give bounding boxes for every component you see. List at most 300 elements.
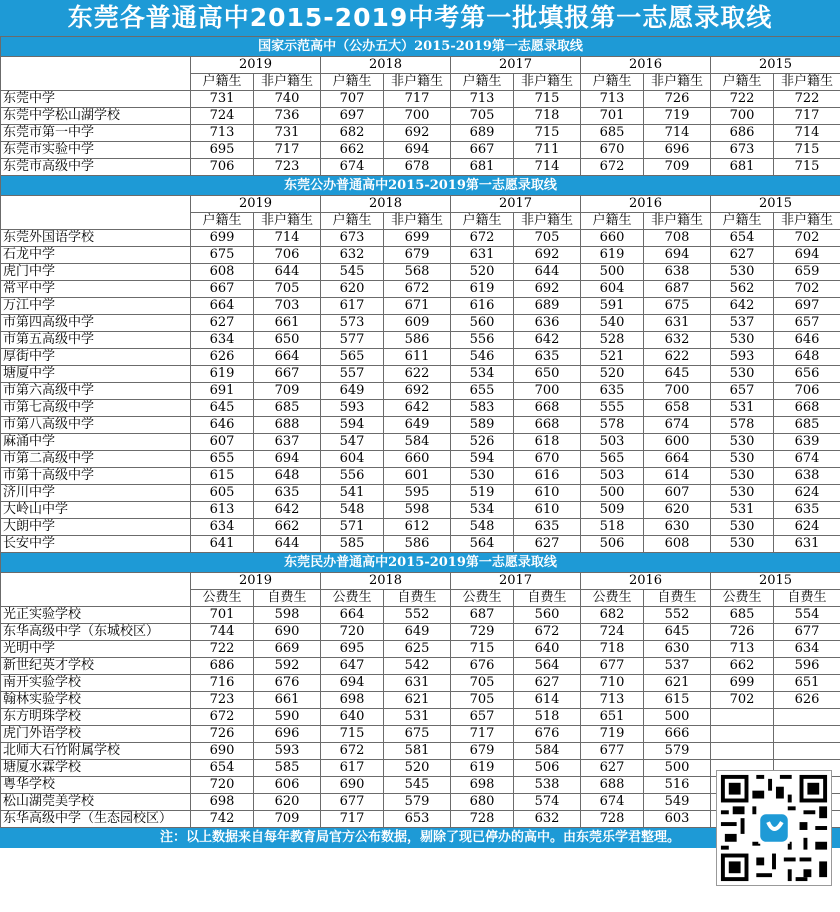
score-cell: 677 bbox=[581, 743, 644, 760]
score-cell: 713 bbox=[191, 125, 254, 142]
score-cell: 540 bbox=[581, 315, 644, 332]
score-cell: 520 bbox=[451, 264, 514, 281]
sub-header-b: 自费生 bbox=[644, 590, 711, 607]
score-cell: 674 bbox=[581, 794, 644, 811]
score-cell: 679 bbox=[451, 743, 514, 760]
score-cell: 654 bbox=[191, 760, 254, 777]
score-cell: 709 bbox=[644, 159, 711, 176]
score-cell: 614 bbox=[644, 468, 711, 485]
score-cell: 694 bbox=[254, 451, 321, 468]
score-cell: 530 bbox=[711, 332, 774, 349]
score-cell: 723 bbox=[191, 692, 254, 709]
score-cell: 606 bbox=[254, 777, 321, 794]
table-row bbox=[1, 777, 840, 794]
score-cell bbox=[774, 743, 840, 760]
table-row bbox=[1, 451, 840, 468]
score-cell: 648 bbox=[254, 468, 321, 485]
sub-header-a: 户籍生 bbox=[191, 213, 254, 230]
score-cell: 719 bbox=[581, 726, 644, 743]
score-cell: 500 bbox=[644, 709, 711, 726]
score-cell: 676 bbox=[451, 658, 514, 675]
school-name: 东华高级中学（东城校区） bbox=[1, 624, 191, 641]
score-cell: 598 bbox=[254, 607, 321, 624]
score-cell: 675 bbox=[644, 298, 711, 315]
score-cell: 516 bbox=[644, 777, 711, 794]
table-row bbox=[1, 315, 840, 332]
score-cell: 574 bbox=[514, 794, 581, 811]
score-cell: 624 bbox=[774, 519, 840, 536]
score-cell: 728 bbox=[581, 811, 644, 828]
score-cell: 646 bbox=[774, 332, 840, 349]
score-cell: 692 bbox=[514, 281, 581, 298]
score-cell: 658 bbox=[644, 400, 711, 417]
score-cell: 503 bbox=[581, 468, 644, 485]
score-cell: 660 bbox=[581, 230, 644, 247]
table-row bbox=[1, 760, 840, 777]
year-header-row bbox=[1, 196, 840, 213]
score-cell: 549 bbox=[644, 794, 711, 811]
score-cell: 612 bbox=[384, 519, 451, 536]
score-cell: 681 bbox=[451, 159, 514, 176]
score-cell: 702 bbox=[774, 230, 840, 247]
score-cell: 705 bbox=[451, 692, 514, 709]
score-cell: 728 bbox=[451, 811, 514, 828]
score-cell: 609 bbox=[384, 315, 451, 332]
school-name: 市第二高级中学 bbox=[1, 451, 191, 468]
score-cell: 534 bbox=[451, 366, 514, 383]
score-cell: 672 bbox=[451, 230, 514, 247]
score-cell: 650 bbox=[254, 332, 321, 349]
score-cell: 548 bbox=[321, 502, 384, 519]
score-cell: 742 bbox=[191, 811, 254, 828]
score-cell: 699 bbox=[711, 675, 774, 692]
score-cell: 731 bbox=[191, 91, 254, 108]
score-cell: 642 bbox=[254, 502, 321, 519]
score-cell: 715 bbox=[774, 159, 840, 176]
score-cell: 631 bbox=[451, 247, 514, 264]
year-header: 2019 bbox=[191, 196, 321, 213]
score-cell: 694 bbox=[774, 247, 840, 264]
score-cell: 534 bbox=[451, 502, 514, 519]
score-cell: 642 bbox=[514, 332, 581, 349]
score-cell: 668 bbox=[514, 417, 581, 434]
table-row bbox=[1, 108, 840, 125]
score-cell: 627 bbox=[581, 760, 644, 777]
score-cell: 640 bbox=[321, 709, 384, 726]
section-title-row bbox=[1, 176, 840, 196]
score-cell: 672 bbox=[514, 624, 581, 641]
score-cell: 657 bbox=[774, 315, 840, 332]
score-cell: 596 bbox=[774, 658, 840, 675]
sub-header-a: 公费生 bbox=[581, 590, 644, 607]
section-title-row bbox=[1, 553, 840, 573]
score-cell: 518 bbox=[581, 519, 644, 536]
score-cell: 530 bbox=[711, 519, 774, 536]
score-cell: 675 bbox=[384, 726, 451, 743]
score-cell: 729 bbox=[451, 624, 514, 641]
table-row bbox=[1, 692, 840, 709]
sub-header-b: 非户籍生 bbox=[774, 74, 840, 91]
score-cell: 500 bbox=[581, 264, 644, 281]
score-cell: 661 bbox=[254, 315, 321, 332]
table-row bbox=[1, 366, 840, 383]
score-cell: 705 bbox=[451, 675, 514, 692]
section-title: 东莞民办普通高中2015-2019第一志愿录取线 bbox=[1, 553, 840, 573]
score-cell: 715 bbox=[514, 125, 581, 142]
score-cell: 686 bbox=[191, 658, 254, 675]
score-cell: 726 bbox=[191, 726, 254, 743]
score-cell: 695 bbox=[321, 641, 384, 658]
score-cell: 667 bbox=[254, 366, 321, 383]
score-cell: 521 bbox=[581, 349, 644, 366]
school-name: 东莞市高级中学 bbox=[1, 159, 191, 176]
score-cell: 699 bbox=[384, 230, 451, 247]
table-row bbox=[1, 794, 840, 811]
year-header: 2016 bbox=[581, 196, 711, 213]
score-cell: 715 bbox=[514, 91, 581, 108]
sub-header-b: 非户籍生 bbox=[384, 213, 451, 230]
year-header: 2015 bbox=[711, 57, 840, 74]
score-cell: 696 bbox=[254, 726, 321, 743]
score-cell: 616 bbox=[514, 468, 581, 485]
sub-header-b: 自费生 bbox=[774, 590, 840, 607]
score-cell: 708 bbox=[644, 230, 711, 247]
score-cell: 621 bbox=[384, 692, 451, 709]
table-row bbox=[1, 159, 840, 176]
score-cell: 573 bbox=[321, 315, 384, 332]
table-row bbox=[1, 91, 840, 108]
score-cell: 635 bbox=[774, 502, 840, 519]
score-cell: 604 bbox=[581, 281, 644, 298]
score-cell: 709 bbox=[254, 811, 321, 828]
score-cell: 685 bbox=[711, 607, 774, 624]
school-name: 松山湖莞美学校 bbox=[1, 794, 191, 811]
score-cell: 615 bbox=[191, 468, 254, 485]
score-cell: 649 bbox=[321, 383, 384, 400]
score-cell: 630 bbox=[644, 519, 711, 536]
score-cell: 713 bbox=[451, 91, 514, 108]
school-name: 济川中学 bbox=[1, 485, 191, 502]
score-cell: 545 bbox=[321, 264, 384, 281]
score-cell: 614 bbox=[514, 692, 581, 709]
score-cell bbox=[711, 726, 774, 743]
year-header: 2019 bbox=[191, 573, 321, 590]
school-name: 光明中学 bbox=[1, 641, 191, 658]
score-cell bbox=[711, 709, 774, 726]
score-cell: 557 bbox=[321, 366, 384, 383]
score-cell: 710 bbox=[581, 675, 644, 692]
score-cell: 685 bbox=[254, 400, 321, 417]
score-cell: 685 bbox=[774, 417, 840, 434]
score-cell: 645 bbox=[644, 624, 711, 641]
score-cell: 642 bbox=[384, 400, 451, 417]
score-cell: 565 bbox=[321, 349, 384, 366]
school-name: 北师大石竹附属学校 bbox=[1, 743, 191, 760]
score-cell: 607 bbox=[644, 485, 711, 502]
score-cell: 644 bbox=[514, 264, 581, 281]
sub-header-a: 户籍生 bbox=[451, 74, 514, 91]
score-cell: 586 bbox=[384, 332, 451, 349]
qr-code-icon bbox=[717, 771, 831, 885]
score-cell: 664 bbox=[644, 451, 711, 468]
score-cell: 740 bbox=[254, 91, 321, 108]
table-row bbox=[1, 675, 840, 692]
section-title: 国家示范高中（公办五大）2015-2019第一志愿录取线 bbox=[1, 37, 840, 57]
school-name: 塘厦水霖学校 bbox=[1, 760, 191, 777]
score-cell: 530 bbox=[711, 485, 774, 502]
score-cell: 673 bbox=[711, 142, 774, 159]
score-cell: 726 bbox=[711, 624, 774, 641]
score-cell: 603 bbox=[644, 811, 711, 828]
score-cell: 564 bbox=[514, 658, 581, 675]
school-name: 东莞市实验中学 bbox=[1, 142, 191, 159]
table-row bbox=[1, 811, 840, 828]
table-row bbox=[1, 709, 840, 726]
score-cell: 542 bbox=[384, 658, 451, 675]
year-header: 2018 bbox=[321, 573, 451, 590]
score-cell: 605 bbox=[191, 485, 254, 502]
score-cell: 722 bbox=[774, 91, 840, 108]
sub-header-a: 公费生 bbox=[191, 590, 254, 607]
year-header: 2018 bbox=[321, 196, 451, 213]
score-cell: 646 bbox=[191, 417, 254, 434]
score-cell: 584 bbox=[384, 434, 451, 451]
score-cell: 530 bbox=[711, 451, 774, 468]
school-name: 塘厦中学 bbox=[1, 366, 191, 383]
score-cell: 719 bbox=[644, 108, 711, 125]
score-cell: 644 bbox=[254, 536, 321, 553]
table-row bbox=[1, 519, 840, 536]
page-title: 东莞各普通高中2015-2019中考第一批填报第一志愿录取线 bbox=[0, 0, 840, 36]
score-cell: 662 bbox=[711, 658, 774, 675]
score-cell: 682 bbox=[581, 607, 644, 624]
table-row bbox=[1, 726, 840, 743]
score-cell: 620 bbox=[254, 794, 321, 811]
score-cell: 635 bbox=[581, 383, 644, 400]
score-cell: 604 bbox=[321, 451, 384, 468]
score-cell: 594 bbox=[321, 417, 384, 434]
year-header: 2016 bbox=[581, 57, 711, 74]
score-cell: 692 bbox=[384, 383, 451, 400]
school-name: 东方明珠学校 bbox=[1, 709, 191, 726]
score-cell: 698 bbox=[191, 794, 254, 811]
score-cell: 687 bbox=[644, 281, 711, 298]
school-name: 翰林实验学校 bbox=[1, 692, 191, 709]
score-cell: 700 bbox=[644, 383, 711, 400]
admission-table bbox=[0, 36, 840, 828]
table-row bbox=[1, 468, 840, 485]
score-cell: 697 bbox=[321, 108, 384, 125]
score-cell: 601 bbox=[384, 468, 451, 485]
score-cell: 705 bbox=[451, 108, 514, 125]
sub-header-a: 户籍生 bbox=[321, 213, 384, 230]
table-row bbox=[1, 502, 840, 519]
score-cell: 720 bbox=[321, 624, 384, 641]
score-cell: 538 bbox=[514, 777, 581, 794]
score-cell: 724 bbox=[191, 108, 254, 125]
table-row bbox=[1, 281, 840, 298]
score-cell: 610 bbox=[514, 502, 581, 519]
sub-header-b: 非户籍生 bbox=[514, 213, 581, 230]
school-name: 市第七高级中学 bbox=[1, 400, 191, 417]
score-cell: 560 bbox=[514, 607, 581, 624]
table-row bbox=[1, 658, 840, 675]
score-cell: 626 bbox=[774, 692, 840, 709]
score-cell: 600 bbox=[644, 434, 711, 451]
score-cell: 722 bbox=[711, 91, 774, 108]
score-cell: 644 bbox=[254, 264, 321, 281]
score-cell: 627 bbox=[514, 536, 581, 553]
score-cell: 641 bbox=[191, 536, 254, 553]
score-cell: 645 bbox=[644, 366, 711, 383]
score-cell: 626 bbox=[191, 349, 254, 366]
score-cell: 562 bbox=[711, 281, 774, 298]
score-cell: 689 bbox=[514, 298, 581, 315]
score-cell: 722 bbox=[191, 641, 254, 658]
score-cell: 560 bbox=[451, 315, 514, 332]
school-name: 粤华学校 bbox=[1, 777, 191, 794]
score-cell: 537 bbox=[711, 315, 774, 332]
year-header: 2017 bbox=[451, 196, 581, 213]
score-cell: 664 bbox=[254, 349, 321, 366]
sub-header-a: 户籍生 bbox=[581, 213, 644, 230]
score-cell: 585 bbox=[321, 536, 384, 553]
table-row bbox=[1, 264, 840, 281]
sub-header-a: 户籍生 bbox=[711, 213, 774, 230]
school-name: 厚街中学 bbox=[1, 349, 191, 366]
score-cell: 654 bbox=[711, 230, 774, 247]
school-header-cell bbox=[1, 196, 191, 230]
score-cell: 619 bbox=[451, 281, 514, 298]
sub-header-a: 户籍生 bbox=[711, 74, 774, 91]
school-header-cell bbox=[1, 573, 191, 607]
score-cell: 632 bbox=[514, 811, 581, 828]
sub-header-b: 非户籍生 bbox=[514, 74, 581, 91]
score-cell: 686 bbox=[711, 125, 774, 142]
school-name: 东莞外国语学校 bbox=[1, 230, 191, 247]
school-name: 市第五高级中学 bbox=[1, 332, 191, 349]
score-cell: 670 bbox=[514, 451, 581, 468]
score-cell: 584 bbox=[514, 743, 581, 760]
score-cell: 638 bbox=[644, 264, 711, 281]
score-cell: 655 bbox=[451, 383, 514, 400]
sub-header-a: 公费生 bbox=[451, 590, 514, 607]
school-name: 大朗中学 bbox=[1, 519, 191, 536]
score-cell: 677 bbox=[581, 658, 644, 675]
score-cell: 703 bbox=[254, 298, 321, 315]
score-cell: 616 bbox=[451, 298, 514, 315]
score-cell: 622 bbox=[384, 366, 451, 383]
score-cell: 618 bbox=[514, 434, 581, 451]
score-cell: 714 bbox=[514, 159, 581, 176]
score-cell: 531 bbox=[711, 502, 774, 519]
score-cell: 555 bbox=[581, 400, 644, 417]
score-cell: 688 bbox=[254, 417, 321, 434]
score-cell: 593 bbox=[321, 400, 384, 417]
score-cell: 700 bbox=[514, 383, 581, 400]
score-cell: 531 bbox=[711, 400, 774, 417]
table-row bbox=[1, 230, 840, 247]
sub-header-a: 户籍生 bbox=[321, 74, 384, 91]
score-cell: 647 bbox=[321, 658, 384, 675]
score-cell: 593 bbox=[254, 743, 321, 760]
sub-header-a: 公费生 bbox=[711, 590, 774, 607]
score-cell: 530 bbox=[451, 468, 514, 485]
score-cell: 694 bbox=[321, 675, 384, 692]
school-name: 东华高级中学（生态园校区） bbox=[1, 811, 191, 828]
score-cell: 657 bbox=[711, 383, 774, 400]
year-header: 2017 bbox=[451, 57, 581, 74]
score-cell: 632 bbox=[644, 332, 711, 349]
score-cell: 554 bbox=[774, 607, 840, 624]
score-cell: 692 bbox=[514, 247, 581, 264]
score-cell: 661 bbox=[254, 692, 321, 709]
score-cell: 530 bbox=[711, 264, 774, 281]
score-cell: 520 bbox=[384, 760, 451, 777]
score-cell: 548 bbox=[451, 519, 514, 536]
sub-header-b: 非户籍生 bbox=[644, 213, 711, 230]
score-cell: 565 bbox=[581, 451, 644, 468]
sub-header-a: 户籍生 bbox=[451, 213, 514, 230]
score-cell: 640 bbox=[514, 641, 581, 658]
score-cell: 698 bbox=[321, 692, 384, 709]
score-cell: 617 bbox=[321, 298, 384, 315]
school-name: 石龙中学 bbox=[1, 247, 191, 264]
score-cell: 593 bbox=[711, 349, 774, 366]
year-header: 2015 bbox=[711, 573, 840, 590]
score-cell: 717 bbox=[321, 811, 384, 828]
school-name: 市第八高级中学 bbox=[1, 417, 191, 434]
score-cell: 698 bbox=[451, 777, 514, 794]
score-cell: 717 bbox=[384, 91, 451, 108]
score-cell: 667 bbox=[451, 142, 514, 159]
table-row bbox=[1, 383, 840, 400]
score-cell: 667 bbox=[191, 281, 254, 298]
score-cell: 530 bbox=[711, 536, 774, 553]
score-cell: 568 bbox=[384, 264, 451, 281]
score-cell: 680 bbox=[451, 794, 514, 811]
score-cell bbox=[774, 709, 840, 726]
score-cell: 541 bbox=[321, 485, 384, 502]
score-cell: 530 bbox=[711, 468, 774, 485]
score-cell: 589 bbox=[451, 417, 514, 434]
score-cell: 531 bbox=[384, 709, 451, 726]
score-cell: 688 bbox=[581, 777, 644, 794]
score-cell: 694 bbox=[644, 247, 711, 264]
score-cell: 681 bbox=[711, 159, 774, 176]
score-cell: 598 bbox=[384, 502, 451, 519]
score-cell: 635 bbox=[254, 485, 321, 502]
table-row bbox=[1, 434, 840, 451]
score-cell: 706 bbox=[774, 383, 840, 400]
sub-header-b: 非户籍生 bbox=[644, 74, 711, 91]
score-cell: 526 bbox=[451, 434, 514, 451]
score-cell: 676 bbox=[254, 675, 321, 692]
score-cell: 701 bbox=[581, 108, 644, 125]
year-header: 2018 bbox=[321, 57, 451, 74]
score-cell: 591 bbox=[581, 298, 644, 315]
school-name: 市第十高级中学 bbox=[1, 468, 191, 485]
score-cell: 691 bbox=[191, 383, 254, 400]
year-header: 2019 bbox=[191, 57, 321, 74]
score-cell: 627 bbox=[711, 247, 774, 264]
score-cell: 622 bbox=[644, 349, 711, 366]
score-cell: 690 bbox=[191, 743, 254, 760]
school-name: 万江中学 bbox=[1, 298, 191, 315]
score-cell: 723 bbox=[254, 159, 321, 176]
score-cell: 674 bbox=[774, 451, 840, 468]
score-cell: 627 bbox=[514, 675, 581, 692]
